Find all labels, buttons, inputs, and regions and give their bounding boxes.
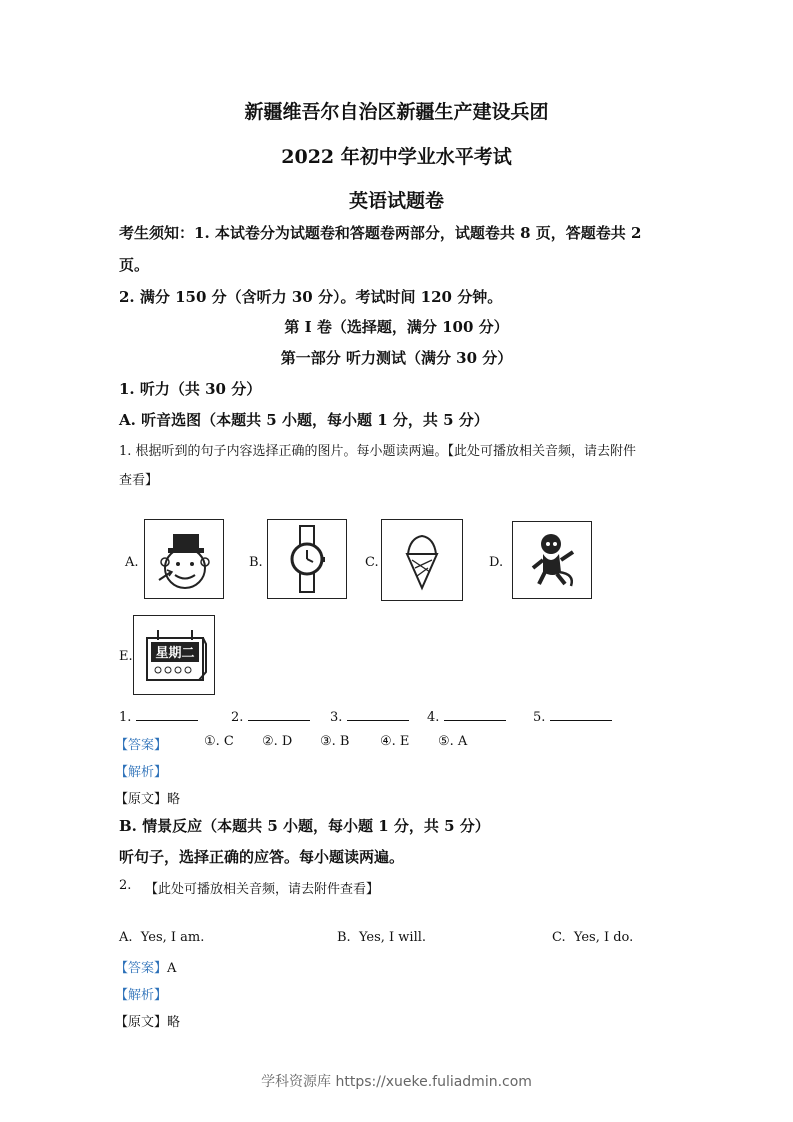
blank-5 bbox=[533, 708, 612, 725]
blank-number: 4. bbox=[427, 710, 440, 725]
footer-watermark: 学科资源库 https://xueke.fuliadmin.com bbox=[261, 1074, 532, 1090]
answer-blank bbox=[444, 708, 506, 721]
option-text: Yes, I will. bbox=[358, 930, 427, 945]
volume-title: 第 I 卷（选择题，满分 100 分） bbox=[284, 318, 509, 336]
option-letter: C. bbox=[552, 930, 566, 945]
sectionB-instruction: 听句子，选择正确的应答。每小题读两遍。 bbox=[119, 848, 405, 866]
blank-3 bbox=[330, 708, 409, 725]
q1-answer-5: ⑤. A bbox=[438, 734, 468, 749]
q2-prompt: 【此处可播放相关音频，请去附件查看】 bbox=[145, 882, 380, 897]
answer-blank bbox=[550, 708, 612, 721]
ice-cream-icon bbox=[381, 519, 463, 601]
picture-label-e: E. bbox=[119, 649, 133, 664]
notice-line1: 考生须知：1. 本试卷分为试题卷和答题卷两部分，试题卷共 8 页，答题卷共 2 bbox=[119, 224, 642, 242]
monkey-icon bbox=[512, 521, 592, 599]
snowman-face-icon bbox=[144, 519, 224, 599]
q1-answer-2: ②. D bbox=[262, 734, 293, 749]
picture-label-d: D. bbox=[489, 555, 504, 570]
blank-number: 1. bbox=[119, 710, 132, 725]
option-letter: A. bbox=[119, 930, 133, 945]
q2-number: 2. bbox=[119, 878, 132, 893]
blank-1 bbox=[119, 708, 198, 725]
q1-answer-4: ④. E bbox=[380, 734, 410, 749]
q1-answer-tag: 【答案】 bbox=[115, 738, 168, 753]
q1-answer-1: ①. C bbox=[204, 734, 234, 749]
q2-original: 【原文】略 bbox=[115, 1015, 181, 1030]
exam-title-year: 2022 年初中学业水平考试 bbox=[281, 146, 512, 168]
sectionA-title: A. 听音选图（本题共 5 小题，每小题 1 分，共 5 分） bbox=[119, 411, 489, 429]
q2-answer-value: A bbox=[167, 961, 177, 976]
blank-number: 5. bbox=[533, 710, 546, 725]
q2-option-b bbox=[337, 930, 426, 945]
part1-title: 第一部分 听力测试（满分 30 分） bbox=[280, 349, 513, 367]
notice-line2: 2. 满分 150 分（含听力 30 分）。考试时间 120 分钟。 bbox=[119, 288, 503, 306]
option-letter: B. bbox=[337, 930, 351, 945]
blank-number: 2. bbox=[231, 710, 244, 725]
section1-title: 1. 听力（共 30 分） bbox=[119, 380, 262, 398]
picture-label-b: B. bbox=[249, 555, 263, 570]
q1-instruction-line2: 查看】 bbox=[119, 473, 159, 488]
picture-label-a: A. bbox=[125, 555, 139, 570]
notice-line1-cont: 页。 bbox=[119, 256, 150, 274]
q2-option-a bbox=[119, 930, 204, 945]
answer-blank bbox=[248, 708, 310, 721]
picture-label-c: C. bbox=[365, 555, 379, 570]
blank-4 bbox=[427, 708, 506, 725]
q1-answer-3: ③. B bbox=[320, 734, 350, 749]
option-text: Yes, I am. bbox=[140, 930, 205, 945]
q1-analysis-tag: 【解析】 bbox=[115, 765, 168, 780]
calendar-icon bbox=[133, 615, 215, 695]
q2-answer bbox=[115, 957, 176, 976]
q2-analysis-tag: 【解析】 bbox=[115, 988, 168, 1003]
watch-icon bbox=[267, 519, 347, 599]
q1-instruction-line1: 1. 根据听到的句子内容选择正确的图片。每小题读两遍。【此处可播放相关音频，请去附件 bbox=[119, 444, 637, 459]
option-text: Yes, I do. bbox=[573, 930, 634, 945]
calendar-text: 星期二 bbox=[155, 646, 195, 661]
q1-original: 【原文】略 bbox=[115, 792, 181, 807]
exam-title-subject: 英语试题卷 bbox=[348, 190, 444, 212]
q2-answer-tag: 【答案】 bbox=[115, 961, 168, 976]
sectionB-title: B. 情景反应（本题共 5 小题，每小题 1 分，共 5 分） bbox=[119, 817, 490, 835]
answer-blank bbox=[136, 708, 198, 721]
blank-number: 3. bbox=[330, 710, 343, 725]
q2-option-c bbox=[552, 930, 633, 945]
blank-2 bbox=[231, 708, 310, 725]
exam-title-region: 新疆维吾尔自治区新疆生产建设兵团 bbox=[244, 101, 549, 123]
answer-blank bbox=[347, 708, 409, 721]
